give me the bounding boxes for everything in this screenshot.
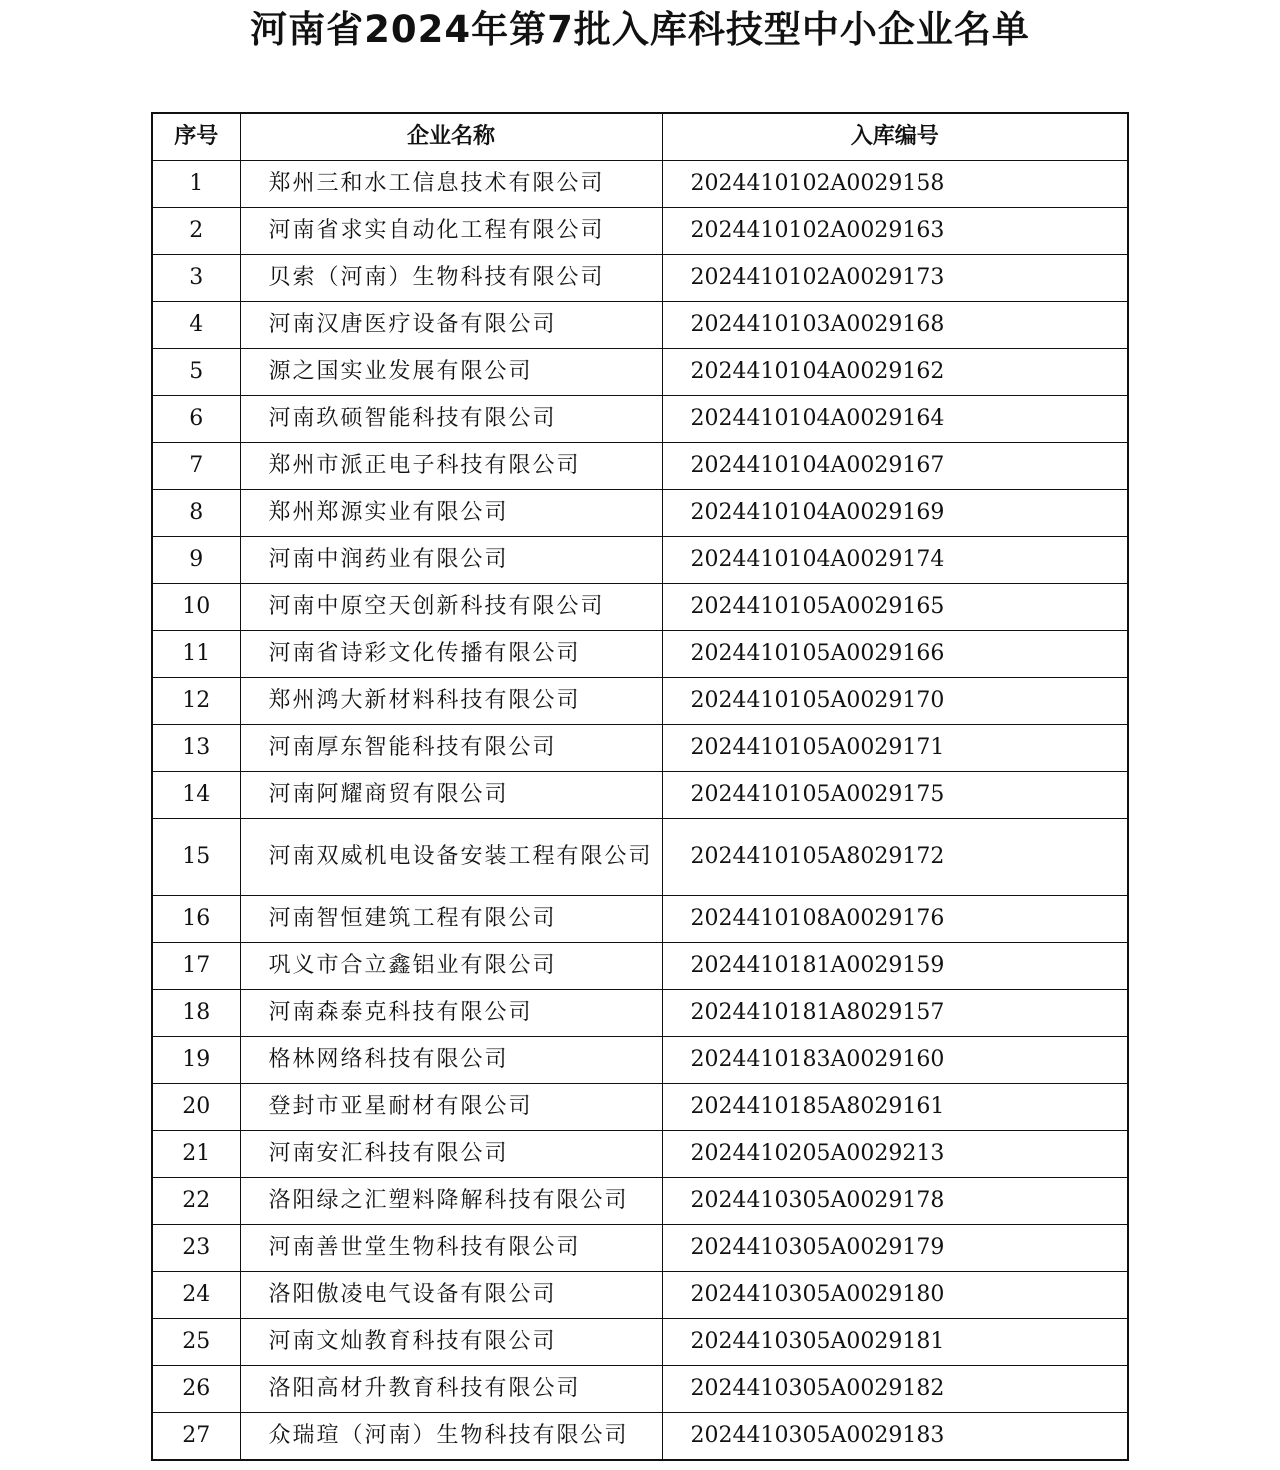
row-seq: 24 (152, 1272, 240, 1319)
table-row (152, 255, 1128, 302)
row-seq: 8 (152, 490, 240, 537)
row-name: 郑州鸿大新材料科技有限公司 (240, 678, 662, 725)
table-row (152, 678, 1128, 725)
row-name: 格林网络科技有限公司 (240, 1037, 662, 1084)
row-name: 洛阳傲凌电气设备有限公司 (240, 1272, 662, 1319)
row-name: 洛阳高材升教育科技有限公司 (240, 1366, 662, 1413)
row-code: 2024410104A0029167 (662, 443, 1128, 490)
row-code: 2024410305A0029180 (662, 1272, 1128, 1319)
row-seq: 12 (152, 678, 240, 725)
row-name: 河南文灿教育科技有限公司 (240, 1319, 662, 1366)
row-seq: 6 (152, 396, 240, 443)
row-code: 2024410305A0029181 (662, 1319, 1128, 1366)
table-row (152, 537, 1128, 584)
row-code: 2024410305A0029183 (662, 1413, 1128, 1461)
row-name: 郑州市派正电子科技有限公司 (240, 443, 662, 490)
header-code: 入库编号 (662, 113, 1128, 161)
table-row (152, 896, 1128, 943)
table-row (152, 1272, 1128, 1319)
row-name: 河南省求实自动化工程有限公司 (240, 208, 662, 255)
row-name: 河南善世堂生物科技有限公司 (240, 1225, 662, 1272)
row-seq: 11 (152, 631, 240, 678)
row-code: 2024410105A0029165 (662, 584, 1128, 631)
row-name: 源之国实业发展有限公司 (240, 349, 662, 396)
table-row (152, 1131, 1128, 1178)
row-name: 河南阿耀商贸有限公司 (240, 772, 662, 819)
table-row (152, 1178, 1128, 1225)
row-name: 河南双威机电设备安装工程有限公司 (240, 819, 662, 896)
table-row (152, 819, 1128, 896)
table-row (152, 1225, 1128, 1272)
table-row (152, 631, 1128, 678)
row-seq: 26 (152, 1366, 240, 1413)
row-name: 河南汉唐医疗设备有限公司 (240, 302, 662, 349)
row-seq: 23 (152, 1225, 240, 1272)
page-title: 河南省2024年第7批入库科技型中小企业名单 (250, 8, 1030, 51)
row-name: 众瑞瑄（河南）生物科技有限公司 (240, 1413, 662, 1461)
row-seq: 7 (152, 443, 240, 490)
row-seq: 20 (152, 1084, 240, 1131)
row-seq: 19 (152, 1037, 240, 1084)
table-row (152, 1084, 1128, 1131)
table-row (152, 349, 1128, 396)
row-name: 河南玖硕智能科技有限公司 (240, 396, 662, 443)
row-name: 河南森泰克科技有限公司 (240, 990, 662, 1037)
row-code: 2024410305A0029182 (662, 1366, 1128, 1413)
row-name: 登封市亚星耐材有限公司 (240, 1084, 662, 1131)
table-row (152, 584, 1128, 631)
row-code: 2024410104A0029164 (662, 396, 1128, 443)
row-seq: 15 (152, 819, 240, 896)
row-code: 2024410102A0029158 (662, 161, 1128, 208)
row-seq: 27 (152, 1413, 240, 1461)
row-code: 2024410105A8029172 (662, 819, 1128, 896)
table-row (152, 490, 1128, 537)
table-row (152, 943, 1128, 990)
row-name: 河南省诗彩文化传播有限公司 (240, 631, 662, 678)
row-code: 2024410104A0029162 (662, 349, 1128, 396)
table-row (152, 302, 1128, 349)
enterprise-table (151, 112, 1129, 1461)
row-code: 2024410181A0029159 (662, 943, 1128, 990)
row-seq: 16 (152, 896, 240, 943)
row-code: 2024410105A0029175 (662, 772, 1128, 819)
row-seq: 10 (152, 584, 240, 631)
row-code: 2024410104A0029174 (662, 537, 1128, 584)
row-seq: 18 (152, 990, 240, 1037)
row-name: 贝索（河南）生物科技有限公司 (240, 255, 662, 302)
row-name: 郑州郑源实业有限公司 (240, 490, 662, 537)
row-seq: 17 (152, 943, 240, 990)
table-row (152, 443, 1128, 490)
row-seq: 5 (152, 349, 240, 396)
row-name: 河南中润药业有限公司 (240, 537, 662, 584)
header-row (152, 113, 1128, 161)
table-row (152, 208, 1128, 255)
row-code: 2024410205A0029213 (662, 1131, 1128, 1178)
row-code: 2024410102A0029163 (662, 208, 1128, 255)
table-header (152, 113, 1128, 161)
row-code: 2024410105A0029171 (662, 725, 1128, 772)
row-seq: 2 (152, 208, 240, 255)
row-seq: 3 (152, 255, 240, 302)
row-code: 2024410104A0029169 (662, 490, 1128, 537)
row-name: 河南厚东智能科技有限公司 (240, 725, 662, 772)
row-seq: 1 (152, 161, 240, 208)
row-code: 2024410103A0029168 (662, 302, 1128, 349)
row-name: 河南中原空天创新科技有限公司 (240, 584, 662, 631)
table-row (152, 161, 1128, 208)
row-code: 2024410102A0029173 (662, 255, 1128, 302)
table-row (152, 396, 1128, 443)
table-row (152, 990, 1128, 1037)
row-code: 2024410305A0029179 (662, 1225, 1128, 1272)
row-seq: 4 (152, 302, 240, 349)
row-seq: 13 (152, 725, 240, 772)
table-row (152, 1366, 1128, 1413)
header-name: 企业名称 (240, 113, 662, 161)
table-body (152, 161, 1128, 1461)
row-code: 2024410185A8029161 (662, 1084, 1128, 1131)
row-code: 2024410105A0029166 (662, 631, 1128, 678)
row-code: 2024410108A0029176 (662, 896, 1128, 943)
row-code: 2024410105A0029170 (662, 678, 1128, 725)
row-code: 2024410181A8029157 (662, 990, 1128, 1037)
table-row (152, 772, 1128, 819)
row-name: 郑州三和水工信息技术有限公司 (240, 161, 662, 208)
row-seq: 14 (152, 772, 240, 819)
row-seq: 25 (152, 1319, 240, 1366)
row-code: 2024410305A0029178 (662, 1178, 1128, 1225)
row-name: 河南安汇科技有限公司 (240, 1131, 662, 1178)
table-row (152, 1413, 1128, 1461)
table-row (152, 725, 1128, 772)
row-code: 2024410183A0029160 (662, 1037, 1128, 1084)
row-name: 河南智恒建筑工程有限公司 (240, 896, 662, 943)
row-seq: 9 (152, 537, 240, 584)
table-row (152, 1037, 1128, 1084)
row-seq: 22 (152, 1178, 240, 1225)
row-seq: 21 (152, 1131, 240, 1178)
header-seq: 序号 (152, 113, 240, 161)
table-row (152, 1319, 1128, 1366)
row-name: 洛阳绿之汇塑料降解科技有限公司 (240, 1178, 662, 1225)
row-name: 巩义市合立鑫铝业有限公司 (240, 943, 662, 990)
